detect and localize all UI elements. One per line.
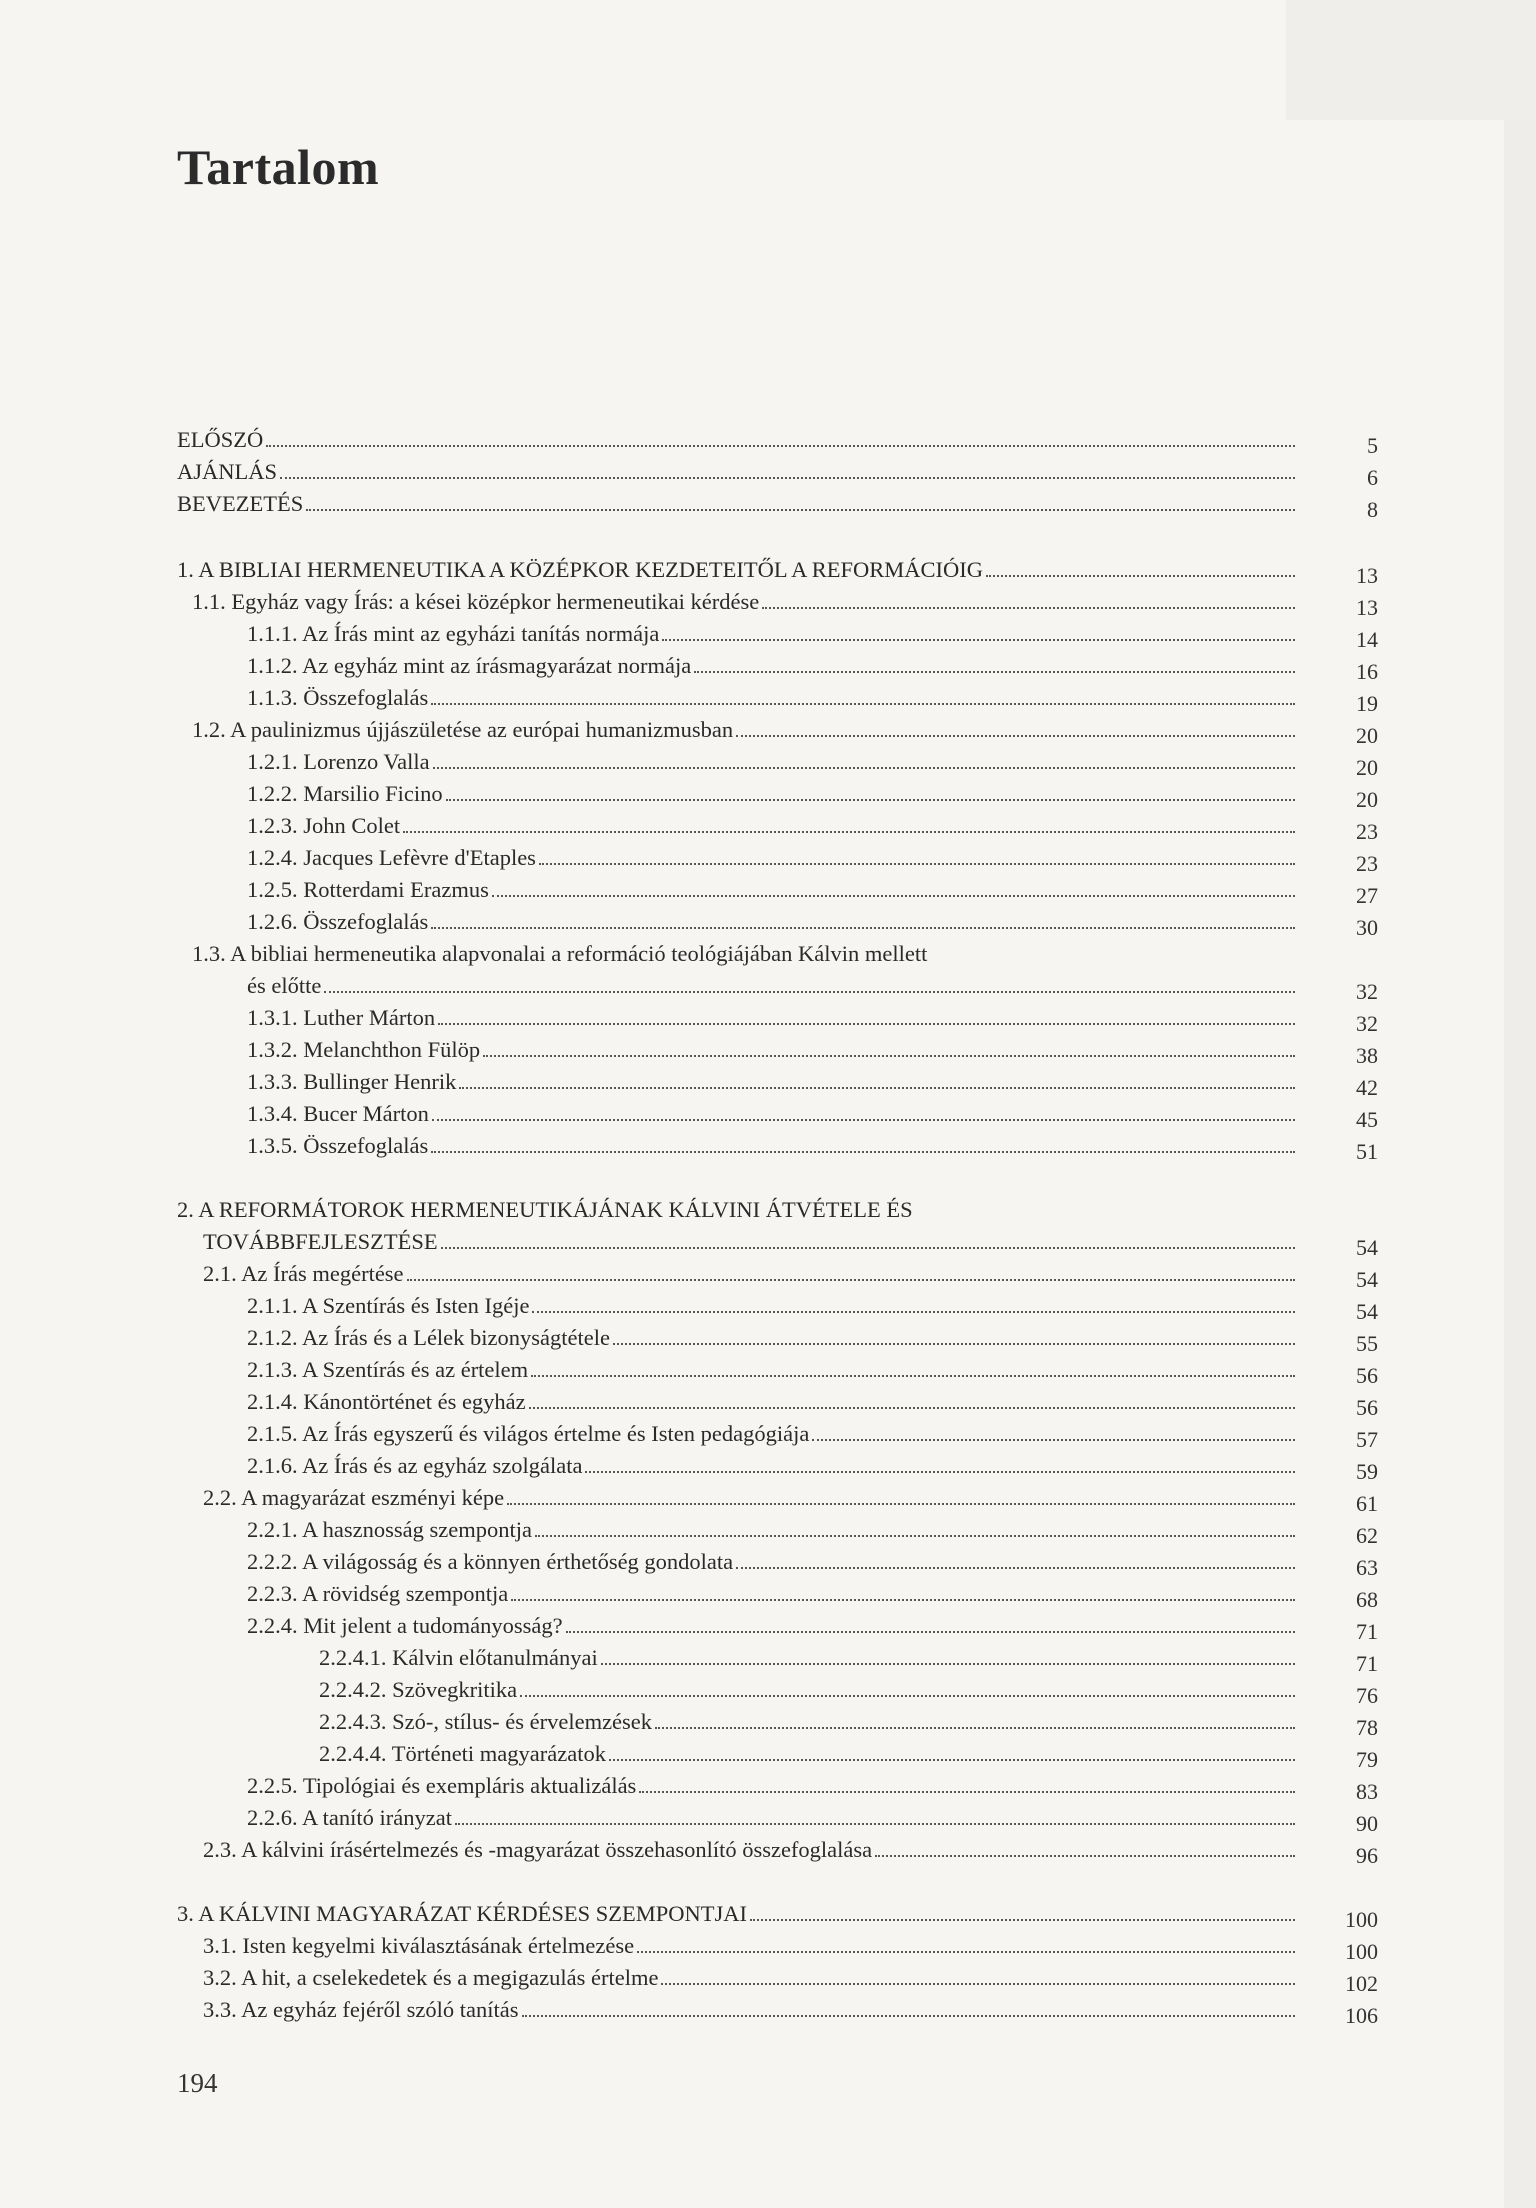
toc-entry-page: 13	[1356, 595, 1378, 620]
toc-entry-page: 42	[1356, 1075, 1378, 1100]
dot-leader	[812, 1439, 1295, 1441]
dot-leader	[280, 477, 1295, 479]
toc-entry-title: 3.3. Az egyház fejéről szóló tanítás	[203, 1997, 519, 2022]
toc-entry-title: 2.2.4.3. Szó-, stílus- és érvelemzések	[319, 1709, 653, 1734]
toc-entry	[192, 584, 1378, 620]
dot-leader	[511, 1599, 1295, 1601]
toc-entry-page: 102	[1345, 1971, 1378, 1996]
toc-entry-title: 3. A KÁLVINI MAGYARÁZAT KÉRDÉSES SZEMPONTJAI	[177, 1901, 748, 1926]
toc-entry-title: 2.3. A kálvini írásértelmezés és -magyarázat összehasonlító összefoglalása	[203, 1837, 873, 1862]
dot-leader	[520, 1695, 1295, 1697]
toc-entry-page: 32	[1356, 1011, 1378, 1036]
toc-entry-page: 8	[1367, 497, 1378, 522]
dot-leader	[438, 1023, 1295, 1025]
toc-entry-title: 1.2.5. Rotterdami Erazmus	[247, 877, 489, 902]
toc-entry	[247, 1576, 1378, 1612]
toc-entry-page: 100	[1345, 1907, 1378, 1932]
toc-entry-page: 106	[1345, 2003, 1378, 2028]
toc-entry-title: 1.3.4. Bucer Márton	[247, 1101, 429, 1126]
toc-entry	[247, 840, 1378, 876]
toc-entry-page: 51	[1356, 1139, 1378, 1164]
toc-entry	[247, 1800, 1378, 1836]
dot-leader	[662, 639, 1295, 641]
toc-entry-title: 1.2.6. Összefoglalás	[247, 909, 429, 934]
dot-leader	[403, 831, 1295, 833]
dot-leader	[637, 1951, 1295, 1953]
toc-entry	[247, 1608, 1378, 1644]
dot-leader	[736, 735, 1295, 737]
toc-entry-title: 2.2.4.4. Történeti magyarázatok	[319, 1741, 606, 1766]
toc-entry	[247, 1512, 1378, 1548]
page-number: 194	[177, 2068, 218, 2098]
dot-leader	[441, 1247, 1295, 1249]
toc-entry-title: 2.1.4. Kánontörténet és egyház	[247, 1389, 526, 1414]
toc-entry-page: 20	[1356, 723, 1378, 748]
dot-leader	[566, 1631, 1295, 1633]
toc-entry-title: TOVÁBBFEJLESZTÉSE	[203, 1229, 438, 1254]
dot-leader	[431, 927, 1295, 929]
toc-entry	[203, 1480, 1378, 1516]
toc-entry	[203, 1928, 1378, 1964]
toc-entry-title: 3.1. Isten kegyelmi kiválasztásának értelmezése	[203, 1933, 635, 1958]
toc-entry-title: 2.1.5. Az Írás egyszerű és világos értelme és Isten pedagógiája	[247, 1421, 810, 1446]
dot-leader	[306, 509, 1295, 511]
toc-entry	[247, 1128, 1378, 1164]
toc-entry-page: 27	[1356, 883, 1378, 908]
toc-entry-title: 2.2.4.1. Kálvin előtanulmányai	[319, 1645, 598, 1670]
toc-entry-page: 16	[1356, 659, 1378, 684]
dot-leader	[433, 767, 1295, 769]
toc-entry	[247, 1352, 1378, 1388]
toc-entry-page: 71	[1356, 1619, 1378, 1644]
dot-leader	[492, 895, 1295, 897]
toc-entry-title: 1.1.3. Összefoglalás	[247, 685, 429, 710]
toc-entry-title: 1.1.1. Az Írás mint az egyházi tanítás normája	[247, 621, 660, 646]
toc-entry-page: 100	[1345, 1939, 1378, 1964]
toc-entry-title: 2.1.2. Az Írás és a Lélek bizonyságtétele	[247, 1325, 610, 1350]
toc-entry	[319, 1672, 1378, 1708]
toc-entry	[247, 1416, 1378, 1452]
dot-leader	[535, 1535, 1295, 1537]
toc-entry-title: 1.1. Egyház vagy Írás: a kései középkor hermeneutikai kérdése	[192, 589, 760, 614]
toc-entry-page: 54	[1356, 1235, 1378, 1260]
toc-entry-page: 23	[1356, 819, 1378, 844]
toc-entry-page: 90	[1356, 1811, 1378, 1836]
toc-entry-page: 59	[1356, 1459, 1378, 1484]
toc-entry-title: 2.2.3. A rövidség szempontja	[247, 1581, 509, 1606]
toc-entry	[247, 616, 1378, 652]
toc-entry	[319, 1736, 1378, 1772]
toc-entry	[247, 1768, 1378, 1804]
dot-leader	[532, 1311, 1295, 1313]
toc-entry	[247, 1064, 1378, 1100]
toc-entry-page: 56	[1356, 1395, 1378, 1420]
toc-entry	[177, 454, 1378, 490]
dot-leader	[750, 1919, 1295, 1921]
toc-entry-page: 13	[1356, 563, 1378, 588]
toc-entry-title: 1.2. A paulinizmus újjászületése az európai humanizmusban	[192, 717, 734, 742]
dot-leader	[431, 1151, 1295, 1153]
dot-leader	[639, 1791, 1295, 1793]
dot-leader	[455, 1823, 1295, 1825]
toc-entry	[247, 648, 1378, 684]
dot-leader	[529, 1407, 1295, 1409]
toc-entry-title: BEVEZETÉS	[177, 491, 304, 516]
dot-leader	[601, 1663, 1295, 1665]
toc-entry	[247, 968, 1378, 1004]
toc-entry-title: 1.2.3. John Colet	[247, 813, 401, 838]
toc-entry-page: 55	[1356, 1331, 1378, 1356]
toc-entry	[203, 1256, 1378, 1292]
toc-entry-title: 1.1.2. Az egyház mint az írásmagyarázat normája	[247, 653, 692, 678]
toc-entry-title: 2.2.2. A világosság és a könnyen érthetőség gondolata	[247, 1549, 734, 1574]
toc-entry	[247, 1448, 1378, 1484]
toc-entry	[247, 680, 1378, 716]
toc-entry-title: 2.1.1. A Szentírás és Isten Igéje	[247, 1293, 530, 1318]
toc-entry-title: 1.3. A bibliai hermeneutika alapvonalai a reformáció teológiájában Kálvin mellett	[192, 941, 928, 966]
toc-entry	[247, 1096, 1378, 1132]
toc-entry	[319, 1640, 1378, 1676]
toc-entry-title: 1.3.5. Összefoglalás	[247, 1133, 429, 1158]
toc-entry-page: 68	[1356, 1587, 1378, 1612]
toc-entry	[203, 1992, 1378, 2028]
toc-entry-page: 96	[1356, 1843, 1378, 1868]
dot-leader	[531, 1375, 1295, 1377]
toc-entry-title: 1.3.3. Bullinger Henrik	[247, 1069, 457, 1094]
toc-entry-page: 45	[1356, 1107, 1378, 1132]
toc-entry	[247, 808, 1378, 844]
toc-entry-page: 54	[1356, 1267, 1378, 1292]
toc-entry	[247, 1320, 1378, 1356]
toc-entry	[247, 904, 1378, 940]
dot-leader	[539, 863, 1295, 865]
toc-entry-page: 19	[1356, 691, 1378, 716]
dot-leader	[266, 445, 1295, 447]
dot-leader	[875, 1855, 1295, 1857]
toc-entry-title: 2. A REFORMÁTOROK HERMENEUTIKÁJÁNAK KÁLVINI ÁTVÉTELE ÉS	[177, 1197, 913, 1222]
dot-leader	[609, 1759, 1295, 1761]
toc-entry-title: 1.3.1. Luther Márton	[247, 1005, 436, 1030]
toc-entry	[177, 422, 1378, 458]
dot-leader	[459, 1087, 1295, 1089]
toc-entry-title: 1.3.2. Melanchthon Fülöp	[247, 1037, 481, 1062]
toc-entry-page: 23	[1356, 851, 1378, 876]
dot-leader	[431, 703, 1295, 705]
toc-entry-title: 2.1. Az Írás megértése	[203, 1261, 404, 1286]
toc-entry-page: 20	[1356, 787, 1378, 812]
toc-entry-page: 5	[1367, 433, 1378, 458]
toc-entry-page: 30	[1356, 915, 1378, 940]
page-title: Tartalom	[177, 139, 380, 195]
dot-leader	[507, 1503, 1295, 1505]
toc-entry	[247, 744, 1378, 780]
toc-entry	[177, 486, 1378, 522]
toc-entry-page: 79	[1356, 1747, 1378, 1772]
toc-entry	[203, 1960, 1378, 1996]
dot-leader	[324, 991, 1295, 993]
toc-entry	[247, 872, 1378, 908]
toc-entry-page: 78	[1356, 1715, 1378, 1740]
toc-entry-title: 1.2.2. Marsilio Ficino	[247, 781, 443, 806]
toc-entry-title: 2.1.3. A Szentírás és az értelem	[247, 1357, 529, 1382]
dot-leader	[446, 799, 1295, 801]
toc-entry-page: 20	[1356, 755, 1378, 780]
toc-entry	[247, 1000, 1378, 1036]
dot-leader	[986, 575, 1295, 577]
dot-leader	[655, 1727, 1295, 1729]
dot-leader	[613, 1343, 1295, 1345]
toc-entry-title: ELŐSZÓ	[177, 427, 264, 452]
toc-entry-title: 2.2.1. A hasznosság szempontja	[247, 1517, 532, 1542]
toc-entry	[203, 1224, 1378, 1260]
toc-entry	[192, 712, 1378, 748]
dot-leader	[407, 1279, 1295, 1281]
toc-entry-page: 61	[1356, 1491, 1378, 1516]
toc-entry-page: 57	[1356, 1427, 1378, 1452]
toc-entry-title: 1. A BIBLIAI HERMENEUTIKA A KÖZÉPKOR KEZDETEITŐL A REFORMÁCIÓIG	[177, 557, 984, 582]
toc-entry	[177, 1192, 1378, 1224]
dot-leader	[661, 1983, 1295, 1985]
toc-entry-title: 1.2.4. Jacques Lefèvre d'Etaples	[247, 845, 536, 870]
toc-entry-title: 2.2. A magyarázat eszményi képe	[203, 1485, 505, 1510]
toc-entry	[247, 776, 1378, 812]
dot-leader	[694, 671, 1295, 673]
toc-entry-page: 14	[1356, 627, 1378, 652]
toc-entry	[192, 936, 1378, 968]
toc-entry	[247, 1032, 1378, 1068]
toc-entry-title: 2.2.6. A tanító irányzat	[247, 1805, 452, 1830]
toc-entry-page: 38	[1356, 1043, 1378, 1068]
toc-entry-title: 2.2.4.2. Szövegkritika	[319, 1677, 518, 1702]
toc-entry-page: 54	[1356, 1299, 1378, 1324]
toc-entry-title: 1.2.1. Lorenzo Valla	[247, 749, 430, 774]
toc-entry-title: 2.2.5. Tipológiai és exempláris aktualizálás	[247, 1773, 637, 1798]
dot-leader	[483, 1055, 1295, 1057]
dot-leader	[762, 607, 1295, 609]
toc-entry-title: 3.2. A hit, a cselekedetek és a megigazulás értelme	[203, 1965, 659, 1990]
toc-entry	[177, 1896, 1378, 1932]
toc-entry	[247, 1384, 1378, 1420]
toc-entry	[247, 1544, 1378, 1580]
dot-leader	[522, 2015, 1295, 2017]
toc-entry-title: és előtte	[247, 973, 322, 998]
toc-entry-page: 32	[1356, 979, 1378, 1004]
toc-entry	[203, 1832, 1378, 1868]
toc-entry-title: 2.2.4. Mit jelent a tudományosság?	[247, 1613, 563, 1638]
toc-entry-page: 83	[1356, 1779, 1378, 1804]
toc-entry-title: AJÁNLÁS	[177, 459, 278, 484]
dot-leader	[432, 1119, 1295, 1121]
toc-entry-page: 62	[1356, 1523, 1378, 1548]
toc-entry	[247, 1288, 1378, 1324]
dot-leader	[585, 1471, 1295, 1473]
toc-entry-page: 71	[1356, 1651, 1378, 1676]
toc-entry-page: 6	[1367, 465, 1378, 490]
toc-entry	[319, 1704, 1378, 1740]
toc-entry-page: 76	[1356, 1683, 1378, 1708]
dot-leader	[736, 1567, 1295, 1569]
toc-entry-page: 63	[1356, 1555, 1378, 1580]
toc-entry-page: 56	[1356, 1363, 1378, 1388]
toc-entry-title: 2.1.6. Az Írás és az egyház szolgálata	[247, 1453, 583, 1478]
toc-entry	[177, 552, 1378, 588]
